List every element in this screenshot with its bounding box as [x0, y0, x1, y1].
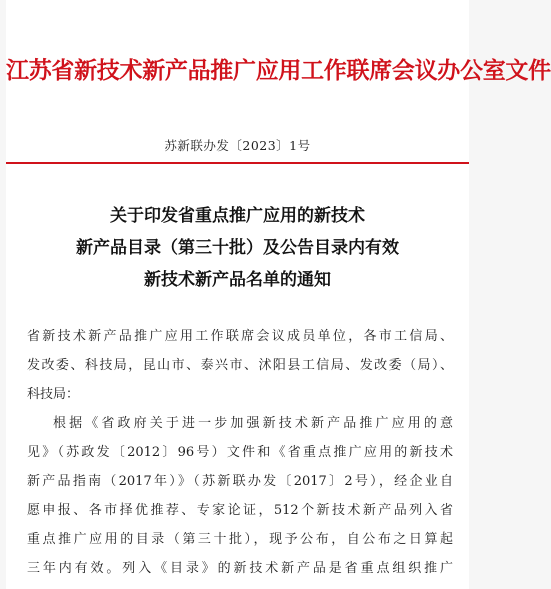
- body-paragraph: [27, 409, 453, 583]
- notice-subject-title: [6, 200, 469, 296]
- addressee-line: 省新技术新产品推广应用工作联席会议成员单位，各市工信局、: [27, 329, 453, 344]
- paragraph-line: 新产品指南（2017年）》（苏新联办发〔2017〕2号），经企业自: [27, 474, 453, 489]
- document-number: 苏新联办发〔2023〕1号: [164, 138, 311, 153]
- paragraph-line: 见》（苏政发〔2012〕96号）文件和《省重点推广应用的新技术: [27, 445, 453, 460]
- subject-line-3: 新技术新产品名单的通知: [144, 270, 331, 290]
- paragraph-line: 愿申报、各市择优推荐、专家论证，512个新技术新产品列入省: [27, 503, 453, 518]
- paragraph-line: 三年内有效。列入《目录》的新技术新产品是省重点组织推广: [27, 561, 453, 576]
- issuing-office-header: 江苏省新技术新产品推广应用工作联席会议办公室文件: [6, 57, 551, 84]
- addressee-line: 发改委、科技局，昆山市、泰兴市、沭阳县工信局、发改委（局）、: [27, 358, 453, 373]
- paragraph-line: 重点推广应用的目录（第三十批），现予公布，自公布之日算起: [27, 532, 453, 547]
- subject-line-1: 关于印发省重点推广应用的新技术: [110, 206, 365, 226]
- paragraph-line: 根据《省政府关于进一步加强新技术新产品推广应用的意: [53, 416, 453, 431]
- addressee-block: [27, 322, 453, 409]
- subject-line-2: 新产品目录（第三十批）及公告目录内有效: [76, 238, 399, 258]
- notice-body: [27, 322, 453, 583]
- document-page: [6, 0, 551, 589]
- addressee-line: 科技局：: [27, 387, 80, 402]
- red-separator-line: [6, 162, 469, 164]
